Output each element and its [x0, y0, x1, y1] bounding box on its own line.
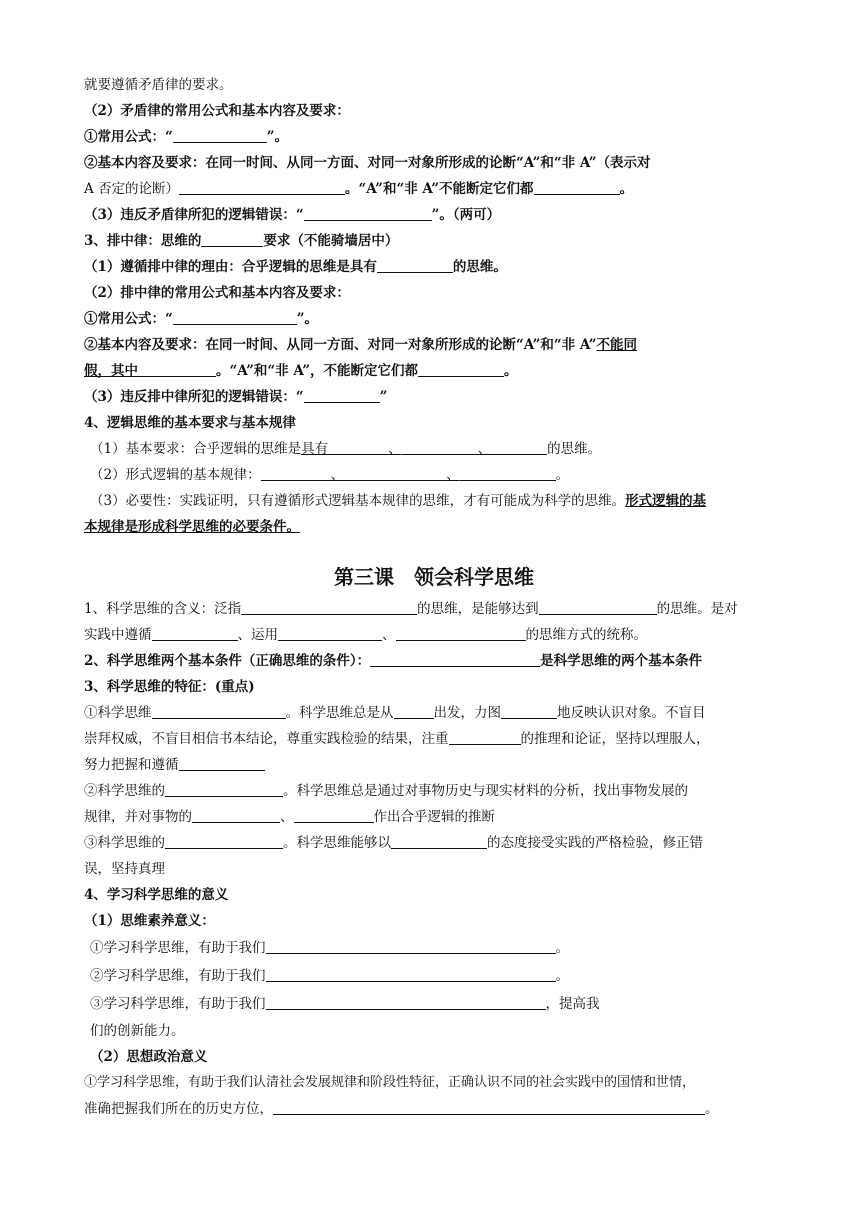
text-line: [84, 934, 784, 962]
emphasis-text: 本规律是形成科学思维的必要条件。: [84, 519, 300, 535]
text: 。“A”和“非 A”不能断定它们都: [345, 181, 534, 197]
text: 误，坚持真理: [84, 861, 165, 877]
text: 就要遵循矛盾律的要求。: [84, 77, 233, 93]
text-line: [84, 1018, 784, 1044]
text-line: [84, 462, 784, 488]
blank-line[interactable]: [377, 256, 453, 273]
text-line: [84, 488, 784, 514]
text: ①学习科学思维，有助于我们: [90, 940, 266, 956]
blank-line[interactable]: [278, 624, 382, 641]
blank-line[interactable]: [266, 993, 546, 1010]
text-line: [84, 150, 784, 176]
underlined-text: 具有: [301, 441, 329, 457]
text: ”: [379, 389, 388, 405]
blank-line[interactable]: [165, 780, 283, 797]
text-line: [84, 804, 784, 830]
blank-line[interactable]: [261, 464, 331, 481]
text: 4、逻辑思维的基本要求与基本规律: [84, 415, 296, 431]
blank-line[interactable]: [304, 204, 432, 221]
text-line: [84, 332, 784, 358]
text: （1）基本要求：合乎逻辑的思维是: [90, 441, 302, 457]
heading-line: [84, 674, 784, 700]
text: ”。: [296, 311, 319, 327]
text: 、运用: [237, 627, 278, 643]
blank-line[interactable]: [179, 754, 265, 771]
text: 2、科学思维两个基本条件（正确思维的条件）：: [84, 653, 371, 669]
blank-line[interactable]: [294, 806, 374, 823]
blank-line[interactable]: [304, 386, 380, 403]
text-line: [84, 176, 784, 202]
blank-line[interactable]: [396, 624, 526, 641]
text: 的思维，是能够达到: [417, 601, 539, 617]
text: 、: [446, 467, 460, 483]
text: ”。: [266, 129, 289, 145]
blank-line[interactable]: [241, 598, 417, 615]
text: 是科学思维的两个基本条件: [540, 653, 703, 669]
text-line: [84, 622, 784, 648]
blank-line[interactable]: [173, 308, 297, 325]
text: 4、学习科学思维的意义: [84, 887, 229, 903]
blank-line[interactable]: [539, 598, 657, 615]
text: ②学习科学思维，有助于我们: [90, 968, 266, 984]
text: 。: [504, 363, 518, 379]
text: 。: [555, 940, 569, 956]
blank-line[interactable]: [491, 438, 547, 455]
blank-line[interactable]: [344, 464, 446, 481]
text: （1）遵循排中律的理由：合乎逻辑的思维是具有: [84, 259, 377, 275]
worksheet-page: [84, 72, 784, 1122]
text: （2）形式逻辑的基本规律：: [90, 467, 261, 483]
text: （3）必要性：实践证明，只有遵循形式逻辑基本规律的思维，才有可能成为科学的思维。: [90, 493, 626, 509]
text: ②科学思维的: [84, 783, 165, 799]
text: 们的创新能力。: [90, 1023, 185, 1039]
text: ，提高我: [545, 996, 600, 1012]
text-line: [84, 202, 784, 228]
text: 崇拜权威，不盲目相信书本结论，尊重实践检验的结果，注重: [84, 731, 449, 747]
underlined-text: 假，其中: [84, 363, 138, 379]
text-line: [84, 514, 784, 540]
text-line: [84, 990, 784, 1018]
blank-line[interactable]: [192, 806, 280, 823]
heading-line: [84, 410, 784, 436]
text: 3、科学思维的特征：(重点): [84, 679, 255, 695]
text: 地反映认识对象。不盲目: [557, 705, 706, 721]
blank-line[interactable]: [460, 464, 556, 481]
text-line: [84, 358, 784, 384]
text: 。科学思维总是从: [285, 705, 394, 721]
blank-line[interactable]: [534, 178, 620, 195]
text-line: [84, 830, 784, 856]
text: 。: [705, 1101, 719, 1117]
blank-line[interactable]: [138, 360, 216, 377]
text: 3、排中律：思维的: [84, 233, 202, 249]
heading-line: [84, 1044, 784, 1070]
blank-line[interactable]: [266, 965, 556, 982]
text-line: [84, 1070, 784, 1096]
underlined-text: 不能同: [596, 337, 638, 353]
lesson-title: 第三课 领会科学思维: [334, 565, 534, 589]
text-line: [84, 124, 784, 150]
blank-line[interactable]: [152, 624, 238, 641]
text: 的思维方式的统称。: [525, 627, 647, 643]
blank-line[interactable]: [418, 360, 504, 377]
text: 、: [382, 627, 396, 643]
text-line: [84, 1096, 784, 1122]
text-line: [84, 384, 784, 410]
text: 。科学思维总是通过对事物历史与现实材料的分析，找出事物发展的: [283, 783, 688, 799]
text: 1、科学思维的含义：泛指: [84, 601, 242, 617]
text-line: [84, 72, 784, 98]
blank-line[interactable]: [328, 438, 388, 455]
text: （3）违反排中律所犯的逻辑错误：“: [84, 389, 304, 405]
heading-line: [84, 882, 784, 908]
text: 。科学思维能够以: [283, 835, 391, 851]
text: 规律，并对事物的: [84, 809, 192, 825]
text: （1）思维素养意义：: [84, 913, 215, 929]
text: 、: [280, 809, 294, 825]
text: 实践中遵循: [84, 627, 152, 643]
blank-line[interactable]: [394, 702, 434, 719]
text: 。: [555, 467, 570, 483]
heading-line: [84, 98, 784, 124]
text: ①常用公式：“: [84, 311, 173, 327]
text: 要求（不能骑墙居中）: [263, 233, 399, 249]
text: ③科学思维的: [84, 835, 165, 851]
text: （2）矛盾律的常用公式和基本内容及要求：: [84, 103, 350, 119]
blank-line[interactable]: [266, 937, 556, 954]
blank-line[interactable]: [152, 702, 286, 719]
text: ②基本内容及要求：在同一时间、从同一方面、对同一对象所形成的论断“A”和“非 A”（表示对: [84, 155, 651, 171]
text: 的推理和论证，坚持以理服人，: [520, 731, 710, 747]
text: ①学习科学思维，有助于我们认清社会发展规律和阶段性特征，正确认识不同的社会实践中的国情和世情，: [84, 1075, 696, 1090]
text: 、: [477, 441, 492, 457]
text: （3）违反矛盾律所犯的逻辑错误：“: [84, 207, 304, 223]
blank-line[interactable]: [501, 702, 557, 719]
text: 。: [555, 968, 569, 984]
text: 的思维。是对: [656, 601, 738, 617]
blank-line[interactable]: [201, 230, 263, 247]
text-line: [84, 436, 784, 462]
text: 、: [330, 467, 345, 483]
text: 、: [388, 441, 402, 457]
text: ①科学思维: [84, 705, 152, 721]
text-line: [84, 596, 784, 622]
text: 准确把握我们所在的历史方位，: [84, 1101, 273, 1117]
text: （2）排中律的常用公式和基本内容及要求：: [84, 285, 350, 301]
text-line: [84, 306, 784, 332]
emphasis-text: 形式逻辑的基: [625, 493, 707, 509]
text-line: [84, 648, 784, 674]
text-line: [84, 752, 784, 778]
text-line: [84, 778, 784, 804]
text-line: [84, 700, 784, 726]
blank-line[interactable]: [165, 832, 283, 849]
text: 的思维。: [547, 441, 602, 457]
text: A 否定的论断）: [84, 181, 180, 197]
text: ②基本内容及要求：在同一时间、从同一方面、对同一对象所形成的论断“A”和“非 A”: [84, 337, 597, 353]
text: 。“A”和“非 A”，不能断定它们都: [216, 363, 419, 379]
text: ③学习科学思维，有助于我们: [90, 996, 266, 1012]
blank-line[interactable]: [402, 438, 478, 455]
text-line: [84, 228, 784, 254]
text: 的态度接受实践的严格检验，修正错: [487, 835, 703, 851]
text: 努力把握和遵循: [84, 757, 179, 773]
blank-line[interactable]: [273, 1098, 705, 1115]
blank-line[interactable]: [449, 728, 521, 745]
text: 作出合乎逻辑的推断: [373, 809, 495, 825]
text-line: [84, 962, 784, 990]
text: 。: [619, 181, 634, 197]
text: ”。（两可）: [431, 207, 501, 223]
text-line: [84, 254, 784, 280]
text: 出发，力图: [433, 705, 501, 721]
heading-line: [84, 280, 784, 306]
blank-line[interactable]: [370, 650, 540, 667]
text: ①常用公式：“: [84, 129, 173, 145]
text-line: [84, 726, 784, 752]
blank-line[interactable]: [391, 832, 487, 849]
blank-line[interactable]: [173, 126, 267, 143]
text-line: [84, 856, 784, 882]
text: 的思维。: [452, 259, 507, 275]
blank-line[interactable]: [179, 178, 345, 195]
text: （2）思想政治意义: [90, 1049, 208, 1065]
heading-line: [84, 908, 784, 934]
